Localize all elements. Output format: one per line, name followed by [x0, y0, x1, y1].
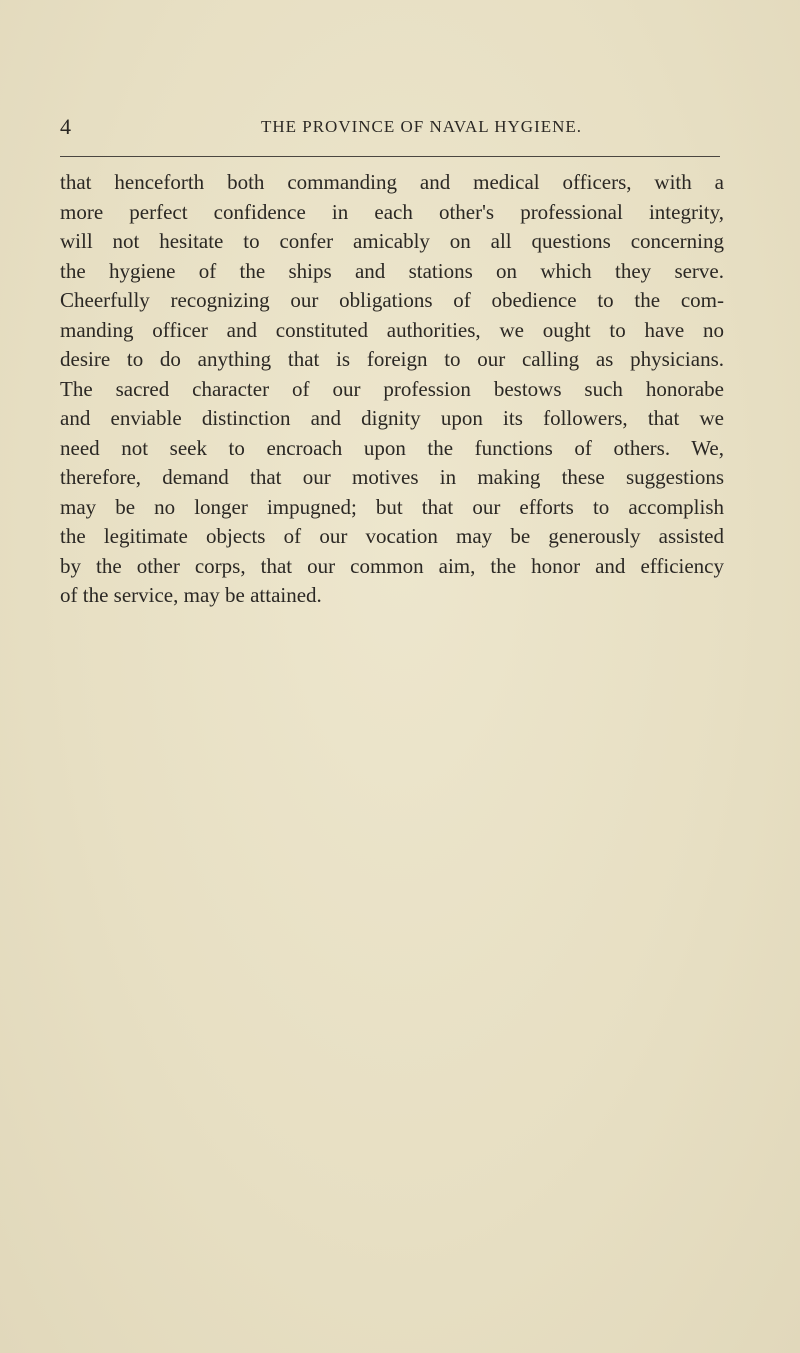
body-paragraph	[60, 168, 724, 611]
text-line: desire to do anything that is foreign to our calling as physicians.	[60, 347, 724, 371]
text-line: the hygiene of the ships and stations on which they serve.	[60, 258, 724, 283]
page-number: 4	[60, 114, 71, 139]
text-line: and enviable distinction and dignity upon its followers, that we	[60, 406, 724, 430]
text-line: that henceforth both commanding and medical officers, with a	[60, 170, 724, 194]
text-line: the legitimate objects of our vocation may be generously assisted	[60, 524, 724, 548]
running-title: THE PROVINCE OF NAVAL HYGIENE.	[260, 117, 583, 136]
running-head	[60, 112, 728, 142]
text-line: may be no longer impugned; but that our efforts to accomplish	[60, 494, 724, 519]
text-line: of the service, may be attained.	[60, 583, 322, 607]
header-rule	[60, 156, 720, 157]
text-line: need not seek to encroach upon the functions of others. We,	[60, 435, 724, 460]
text-line: manding officer and constituted authorities, we ought to have no	[60, 317, 724, 342]
text-line: The sacred character of our profession bestows such honorabe	[60, 376, 724, 401]
text-line: Cheerfully recognizing our obligations of obedience to the com-	[60, 288, 724, 312]
text-line: by the other corps, that our common aim, the honor and efficiency	[60, 553, 724, 578]
text-line: more perfect confidence in each other's professional integrity,	[60, 199, 724, 224]
text-line: therefore, demand that our motives in making these suggestions	[60, 465, 724, 489]
text-line: will not hesitate to confer amicably on all questions concerning	[60, 229, 724, 253]
